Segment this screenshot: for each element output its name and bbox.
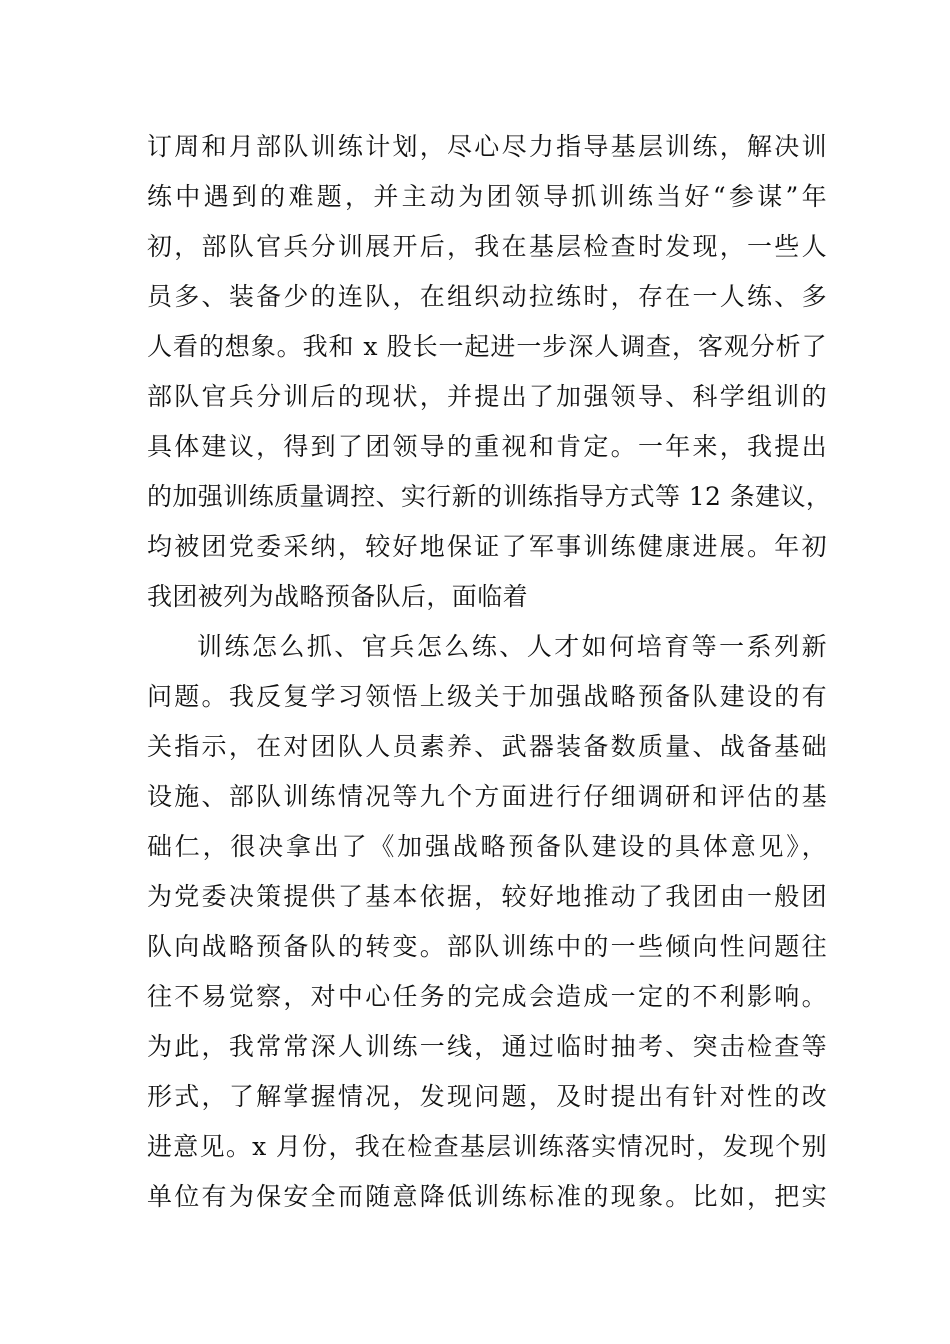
text-line-8: 的加强训练质量调控、实行新的训练指导方式等 12 条建议，	[147, 482, 832, 511]
text-line-21: 进意见。x 月份，我在检查基层训练落实情况时，发现个别	[147, 1132, 827, 1161]
text-line-20: 形式，了解掌握情况，发现问题，及时提出有针对性的改	[147, 1082, 827, 1111]
text-line-5: 人看的想象。我和 x 股长一起进一步深人调查，客观分析了	[147, 332, 827, 361]
text-line-15: 础仁，很决拿出了《加强战略预备队建设的具体意见》，	[147, 832, 827, 861]
text-line-22: 单位有为保安全而随意降低训练标准的现象。比如，把实	[147, 1182, 827, 1211]
text-line-1: 订周和月部队训练计划，尽心尽力指导基层训练，解决训	[147, 132, 827, 161]
text-line-7: 具体建议，得到了团领导的重视和肯定。一年来，我提出	[147, 432, 827, 461]
text-line-19: 为此，我常常深人训练一线，通过临时抽考、突击检查等	[147, 1032, 827, 1061]
text-line-10: 我团被列为战略预备队后，面临着	[147, 582, 529, 611]
text-line-3: 初，部队官兵分训展开后，我在基层检查时发现，一些人	[147, 232, 827, 261]
text-line-14: 设施、部队训练情况等九个方面进行仔细调研和评估的基	[147, 782, 827, 811]
text-line-6: 部队官兵分训后的现状，并提出了加强领导、科学组训的	[147, 382, 827, 411]
text-line-4: 员多、装备少的连队，在组织动拉练时，存在一人练、多	[147, 282, 827, 311]
text-line-12: 问题。我反复学习领悟上级关于加强战略预备队建设的有	[147, 682, 827, 711]
text-line-9: 均被团党委采纳，较好地保证了军事训练健康进展。年初	[147, 532, 827, 561]
text-line-2: 练中遇到的难题，并主动为团领导抓训练当好“参谋”年	[147, 182, 827, 211]
text-line-16: 为党委决策提供了基本依据，较好地推动了我团由一般团	[147, 882, 827, 911]
text-line-13: 关指示，在对团队人员素养、武器装备数质量、战备基础	[147, 732, 827, 761]
text-line-18: 往不易觉察，对中心任务的完成会造成一定的不利影响。	[147, 982, 827, 1011]
text-line-17: 队向战略预备队的转变。部队训练中的一些倾向性问题往	[147, 932, 827, 961]
paragraph-start-line: 训练怎么抓、官兵怎么练、人才如何培育等一系列新	[197, 632, 827, 661]
